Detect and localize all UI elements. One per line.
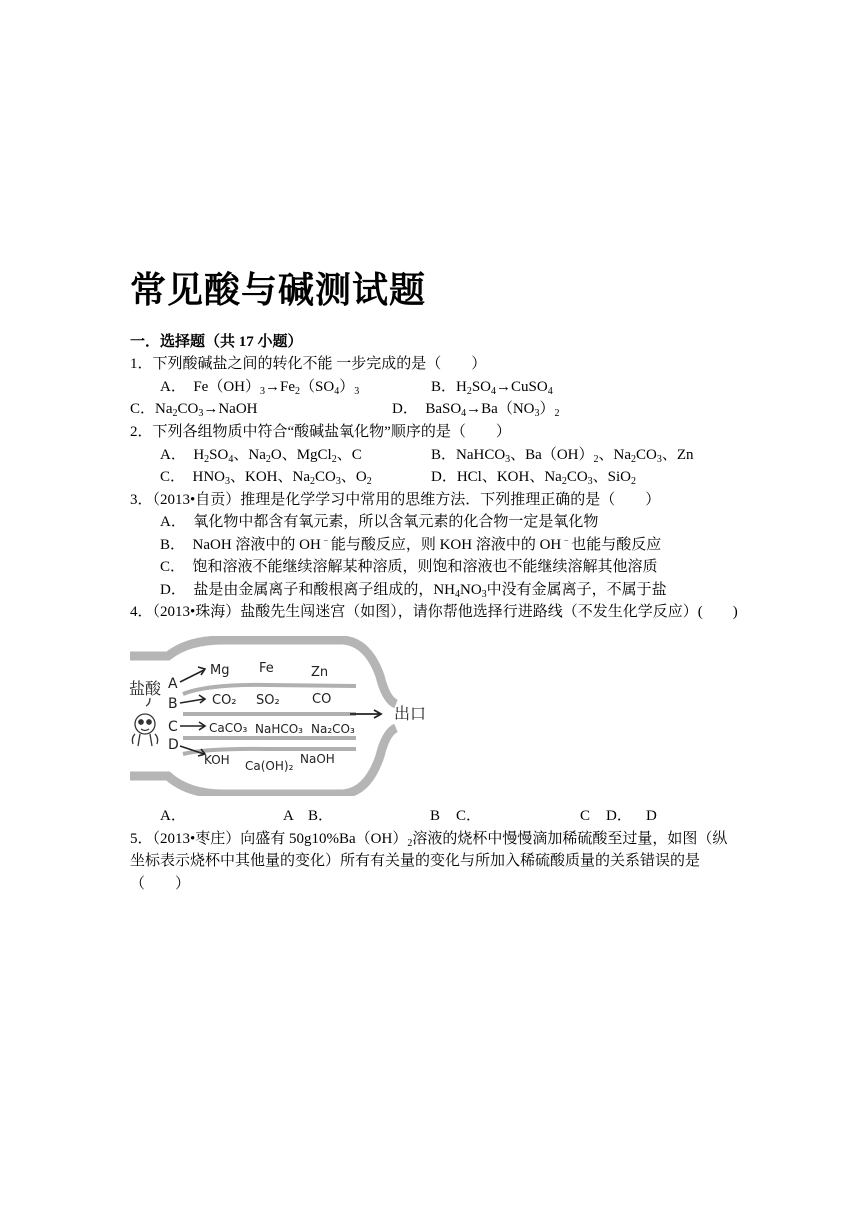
question-5-stem-line-2: 坐标表示烧杯中其他量的变化）所有有关量的变化与所加入稀硫酸质量的关系错误的是 xyxy=(130,853,701,869)
question-2-option-a: A． $H_2SO_4$、$Na_2O$、MgCl$_2$、C xyxy=(160,447,362,465)
exit-label: 出口 xyxy=(394,704,427,723)
route-letter-d: D xyxy=(168,737,179,753)
question-2-option-b: B．NaHCO$_3$、$Ba(OH)_2$、$Na_2CO_3$、Zn xyxy=(431,447,694,465)
route-c-item: Na₂CO₃ xyxy=(311,722,355,736)
route-b-item: CO xyxy=(312,692,332,707)
question-2-option-d: D．HCl、KOH、$Na_2CO_3$、SiO$_2$ xyxy=(431,469,637,487)
route-d-item: NaOH xyxy=(300,752,335,766)
route-c-item: NaHCO₃ xyxy=(255,722,303,736)
question-4-stem: 4．（2013•珠海）盐酸先生闯迷宫（如图），请你帮他选择行进路线（不发生化学反应）( ) xyxy=(130,604,738,620)
route-letter-b: B xyxy=(168,696,178,712)
maze-figure xyxy=(128,636,428,796)
question-3-stem: 3．（2013•自贡）推理是化学学习中常用的思维方法．下列推理正确的是（ ） xyxy=(130,492,661,508)
answer-choice-d-value: D xyxy=(646,808,657,824)
section-heading: 一．选择题（共 17 小题） xyxy=(130,334,303,350)
question-1-option-b: B．$H_2SO_4\to CuSO_4$ xyxy=(431,379,553,397)
page-title: 常见酸与碱测试题 xyxy=(130,270,427,311)
route-b-item: SO₂ xyxy=(256,693,280,708)
answer-choice-a-label: A． xyxy=(160,808,186,824)
question-5-stem-line-3: （ ） xyxy=(130,876,191,892)
question-3-option-c: C． 饱和溶液不能继续溶解某种溶质，则饱和溶液也不能继续溶解其他溶质 xyxy=(160,559,658,575)
route-c-item: CaCO₃ xyxy=(209,721,248,735)
question-1-option-d: D． $BaSO_4\to Ba(NO_3)_2$ xyxy=(392,401,560,419)
question-3-option-b: B． NaOH 溶液中的 OH﹣能与酸反应，则 KOH 溶液中的 OH﹣也能与酸反应 xyxy=(160,535,662,553)
route-d-item: Ca(OH)₂ xyxy=(245,759,294,773)
question-2-option-c: C． $HNO_3$、KOH、$Na_2CO_3$、$O_2$ xyxy=(160,469,372,487)
answer-choice-a-value: A xyxy=(283,808,294,824)
question-3-option-a: A． 氧化物中都含有氧元素，所以含氧元素的化合物一定是氧化物 xyxy=(160,514,599,530)
question-3-option-d: D． 盐是由金属离子和酸根离子组成的，$NH_4NO_3$中没有金属离子，不属于盐 xyxy=(160,582,667,600)
route-a-item: Mg xyxy=(210,663,230,678)
answer-choice-c-label: C． xyxy=(456,808,482,824)
route-a-item: Fe xyxy=(259,661,274,676)
answer-choice-d-label: D． xyxy=(606,808,632,824)
question-2-stem: 2．下列各组物质中符合“酸碱盐氧化物”顺序的是（ ） xyxy=(130,424,511,440)
answer-choice-c-value: C xyxy=(580,808,591,824)
question-1-option-a: A． $Fe(OH)_3\to Fe_2(SO_4)_3$ xyxy=(160,379,360,397)
question-1-stem: 1．下列酸碱盐之间的转化不能 一步完成的是（ ） xyxy=(130,356,487,372)
question-5-stem: 5．（2013•枣庄）向盛有 $50g10\%Ba(OH)_2$溶液的烧杯中慢慢滴加稀硫酸至过量，如图（纵 xyxy=(130,831,728,849)
route-a-item: Zn xyxy=(311,665,329,680)
route-letter-a: A xyxy=(168,676,178,692)
answer-choice-b-label: B． xyxy=(308,808,334,824)
route-letter-c: C xyxy=(168,719,178,735)
acid-character-icon xyxy=(132,698,157,746)
answer-choice-b-value: B xyxy=(430,808,441,824)
route-d-item: KOH xyxy=(204,753,230,767)
route-b-item: CO₂ xyxy=(212,693,237,708)
question-1-option-c: C．$Na_2CO_3\to NaOH$ xyxy=(130,401,258,419)
acid-label: 盐酸 xyxy=(129,679,162,698)
